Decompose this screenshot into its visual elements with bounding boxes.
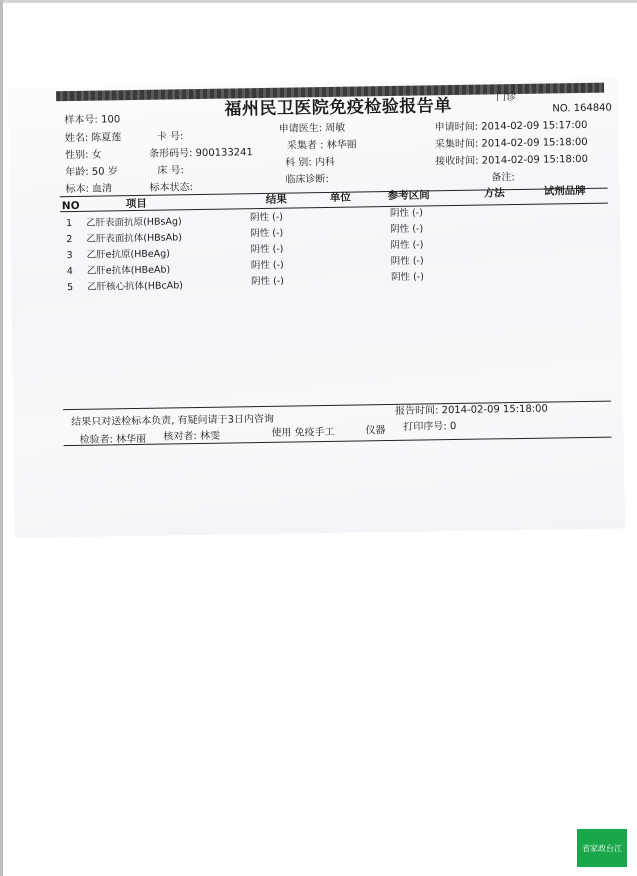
row-result: 阴性 (-) (250, 243, 284, 256)
specimen-type: 标本: 血清 (65, 183, 113, 196)
row-item: 乙肝e抗原(HBeAg) (86, 248, 171, 261)
department-label: 门诊 (496, 92, 517, 104)
col-header-method: 方法 (483, 187, 505, 200)
report-time: 报告时间: 2014-02-09 15:18:00 (395, 403, 548, 417)
row-number: 1 (66, 218, 73, 230)
collect-time: 采集时间: 2014-02-09 15:18:00 (434, 136, 588, 151)
patient-name: 姓名: 陈夏莲 (64, 132, 122, 145)
method-used: 使用 免疫手工 (271, 426, 335, 439)
row-number: 3 (66, 250, 73, 262)
inspector: 检验者: 林华丽 (79, 433, 147, 446)
row-item: 乙肝e抗体(HBeAb) (86, 264, 171, 277)
apply-time: 申请时间: 2014-02-09 15:17:00 (434, 119, 588, 134)
print-number: 打印序号: 0 (403, 421, 457, 433)
instrument-label: 仪器 (365, 425, 386, 437)
row-result: 阴性 (-) (249, 211, 284, 224)
collector: 采集者 : 林华丽 (286, 139, 357, 152)
row-item: 乙肝核心抗体(HBcAb) (87, 280, 184, 293)
row-item: 乙肝表面抗原(HBsAg) (86, 216, 182, 229)
col-header-result: 结果 (265, 193, 287, 206)
col-header-reagent: 试剂品牌 (543, 184, 586, 198)
row-reference: 阴性 (-) (390, 255, 424, 268)
row-result: 阴性 (-) (250, 259, 284, 272)
sample-number: 样本号: 100 (64, 114, 121, 127)
col-header-no: NO (61, 199, 80, 213)
requesting-doctor: 申请医生: 周敏 (278, 122, 346, 135)
row-item: 乙肝表面抗体(HBsAb) (86, 232, 183, 245)
report-number: NO. 164840 (552, 102, 612, 115)
col-header-item: 项目 (125, 197, 147, 211)
clinical-diagnosis: 临床诊断: (285, 173, 329, 186)
checker: 核对者: 林雯 (163, 430, 221, 443)
disclaimer-note: 结果只对送检标本负责, 有疑问请于3日内咨询 (71, 413, 275, 429)
col-header-reference: 参考区间 (387, 189, 430, 203)
remark-label: 备注: (491, 172, 515, 184)
col-header-unit: 单位 (329, 191, 351, 204)
row-result: 阴性 (-) (250, 227, 284, 240)
row-reference: 阴性 (-) (390, 271, 424, 284)
receive-time: 接收时间: 2014-02-09 15:18:00 (435, 153, 589, 168)
corner-badge[interactable]: 省家政台江 (577, 829, 627, 867)
row-result: 阴性 (-) (250, 275, 285, 288)
row-reference: 阴性 (-) (389, 207, 423, 220)
clinical-department: 科 别: 内科 (285, 156, 336, 169)
row-reference: 阴性 (-) (390, 223, 424, 236)
patient-sex: 性别: 女 (64, 149, 102, 162)
bed-number: 床 号: (157, 165, 184, 177)
lab-report-slip (8, 78, 625, 538)
barcode-number: 条形码号: 900133241 (148, 147, 253, 160)
patient-age: 年龄: 50 岁 (65, 166, 118, 179)
report-title: 福州民卫医院免疫检验报告单 (224, 96, 452, 120)
row-number: 2 (66, 234, 73, 246)
card-number: 卡 号: (156, 131, 184, 143)
specimen-status: 标本状态: (149, 182, 194, 194)
row-number: 5 (67, 282, 74, 294)
row-reference: 阴性 (-) (390, 239, 424, 252)
row-number: 4 (66, 266, 74, 278)
